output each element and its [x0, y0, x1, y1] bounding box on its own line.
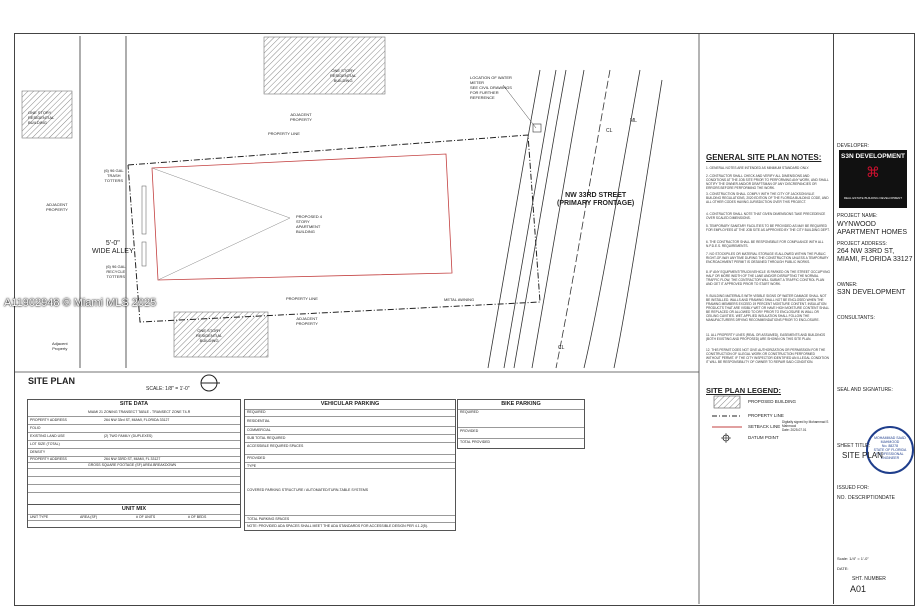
issued-col-description: DESCRIPTION [848, 495, 883, 501]
table-cell: REQUIRED [460, 410, 479, 414]
note-item: 2. CONTRACTOR SHALL CHECK AND VERIFY ALL DIMENSIONS AND CONDITIONS AT THE JOB SITE PRIOR TO PERFORMING ANY WORK, AND SHALL NOTIFY THE OWNER AND/OR DRAFTSMAN OF ANY DISCREPANCIES OR ERRORS BEFORE PERFORMING THE WORK. [706, 174, 829, 190]
seal-label: SEAL AND SIGNATURE: [837, 387, 893, 393]
label-proposed-building: PROPOSED 4 STORY APARTMENT BUILDING [296, 214, 323, 234]
logo-subtitle: REAL ESTATE BUILDING DEVELOPMENT [843, 196, 903, 200]
bike-parking-title: BIKE PARKING [501, 401, 541, 407]
note-item: 4. CONTRACTOR SHALL NOTE THAT GIVEN DIMENSIONS TAKE PRECEDENCE OVER SCALED DIMENSIONS. [706, 212, 826, 220]
table-cell: RESIDENTIAL [247, 419, 270, 423]
legend-datum-point: DATUM POINT [748, 435, 779, 440]
table-cell: PROPERTY ADDRESS [30, 418, 67, 422]
site-data-title: SITE DATA [119, 401, 149, 407]
label-cl-top: CL [606, 128, 613, 134]
note-item: 1. GENERAL NOTES ARE INTENDED AS MINIMUM STANDARD ONLY. [706, 166, 810, 170]
neighbor-building-top [264, 37, 385, 94]
label-adjacent-bottom: ADJACENT PROPERTY [296, 316, 318, 326]
logo-title: S3N DEVELOPMENT [841, 153, 905, 160]
date-label: DATE: [837, 566, 849, 571]
label-ml-top: ML [630, 118, 637, 124]
table-cell: FOLIO [30, 426, 41, 430]
table-cell: SUB TOTAL REQUIRED [247, 436, 286, 440]
label-street: NW 33RD STREET (PRIMARY FRONTAGE) [557, 192, 635, 207]
sht-number-label: SHT. NUMBER [852, 576, 886, 582]
note-item: 9. BUILDING MATERIALS WITH VISIBLE SIGNS OF WATER DAMAGE SHALL NOT BE INSTALLED. WALLS AND FRAMING SHALL NOT BE ENCLOSED WHEN THE FRAMING MEMBERS EXCEED 19 PERCENT MOISTURE CONTENT. INSULATION PRODUCTS THAT ARE VISIBLY WET OR HAVE HIGH MOISTURE CONTENT SHALL BE REPLACED OR ALLOWED TO DRY PRIOR TO ENCLOSURE IN WALL OR CEILING CAVITIES. WET-APPLIED INSULATION SHALL FOLLOW THE MANUFACTURERS DRYING RECOMMENDATIONS PRIOR TO ENCLOSURE. [706, 294, 830, 322]
table-cell: PROPERTY ADDRESS [30, 457, 67, 461]
table-header: # OF UNITS [136, 515, 156, 519]
label-metal-awning: METAL AWNING [444, 297, 475, 302]
bike-parking-table [457, 399, 585, 449]
project-name-label: PROJECT NAME: [837, 213, 878, 219]
note-item: 12. THIS PERMIT DOES NOT GIVE AUTHORIZATION OR PERMISSION FOR THE CONSTRUCTION OF ILLEGAL WORK OR CONSTRUCTION PERFORMED WITHOUT PERMIT. IF THE CITY INSPECTOR IDENTIFIED AN ILLEGAL CONDITION IT WILL BE RESPONSIBILITY OF OWNER TO REPAIR SAID CONDITION. [706, 348, 829, 364]
note-item: 3. CONSTRUCTION SHALL COMPLY WITH THE CITY OF JACKSONVILLE BUILDING REGULATIONS, 2020 EDITION OF THE FLORIDA BUILDING CODE, AND ALL OTHER CODES HAVING JURISDICTION OVER THIS PROJECT. [706, 192, 829, 204]
label-trash-totters: (6) 96 GAL TRASH TOTTERS [104, 168, 124, 183]
issued-for-label: ISSUED FOR: [837, 485, 869, 491]
engineer-seal [866, 426, 914, 474]
digital-signature-text: Digitally signed by Mohammad S Mahmood Date: 2025.07.01 [782, 420, 829, 432]
issued-col-date: DATE [882, 495, 895, 501]
label-one-story-left: ONE STORY RESIDENTIAL BUILDING [28, 110, 55, 125]
legend-title: SITE PLAN LEGEND: [706, 386, 782, 395]
vehicular-parking-table [244, 399, 456, 531]
table-cell: COMMERCIAL [247, 428, 271, 432]
table-header: UNIT TYPE [30, 515, 49, 519]
sheet-title: SITE PLAN [842, 451, 883, 460]
mls-watermark: A11902948 © Miami MLS 2025 [4, 297, 157, 309]
site-plan-scale: SCALE: 1/8" = 1'-0" [146, 386, 190, 392]
label-wide-alley: 5'-0" WIDE ALLEY [92, 240, 134, 255]
sht-number: A01 [850, 584, 867, 594]
table-cell: ACCESSIBLE REQUIRED SPACES [247, 444, 304, 448]
table-cell: PROVIDED [247, 456, 266, 460]
label-adjacent-left: ADJACENT PROPERTY [46, 202, 68, 212]
seal-text: MOHAMMAD SAAD MAHMOOD No. 88278 STATE OF FLORIDA PROFESSIONAL ENGINEER [873, 436, 907, 460]
note-item: 5. TEMPORARY SANITARY FACILITIES TO BE PROVIDED AS MAY BE REQUIRED FOR EMPLOYEES AT THE JOB SITE AS APPROVED BY THE CITY BUILDING DEPT. [706, 224, 830, 232]
site-plan-title: SITE PLAN [28, 376, 76, 386]
table-header: # OF BEDS [188, 515, 207, 519]
table-cell: EXISTING LAND USE [30, 434, 65, 438]
issued-col-no: NO. [837, 495, 846, 501]
table-cell: DENSITY [30, 450, 46, 454]
table-header: AREA (SF) [80, 515, 98, 519]
table-note: NOTE: PROVIDED ADA SPACES SHALL MEET THE ADA STANDARDS FOR ACCESSIBLE DESIGN PER 4.1.2(5). [247, 524, 428, 528]
table-cell: TYPE [247, 464, 257, 468]
property-line [128, 135, 540, 322]
label-adjacent-bottom-left: Adjacent Property [52, 341, 68, 351]
site-data-subtitle: MIAMI 21 ZONING TRANSECT TABLE - TRANSECT ZONE T4-R [88, 410, 191, 414]
table-cell: TOTAL PARKING SPACES [247, 517, 290, 521]
vehicular-parking-title: VEHICULAR PARKING [320, 401, 380, 407]
sheet-title-label: SHEET TITLE: [837, 443, 870, 449]
table-cell: 264 NW 33rd ST, MIAMI, FLORIDA 33127 [104, 418, 170, 422]
title-block [833, 33, 914, 604]
project-name: WYNWOOD APARTMENT HOMES [837, 221, 908, 236]
label-property-line-top: PROPERTY LINE [268, 131, 300, 136]
label-one-story-bottom: ONE STORY RESIDENTIAL BUILDING [196, 328, 223, 343]
table-cell: PROVIDED [460, 429, 479, 433]
project-address: 264 NW 33RD ST, MIAMI, FLORIDA 33127 [837, 248, 913, 263]
table-cell: LOT SIZE (TOTAL) [30, 442, 60, 446]
legend-proposed-building-symbol [714, 396, 740, 408]
table-cell: GROSS SQUARE FOOTAGE (SF) AREA BREAKDOWN [88, 463, 177, 467]
unit-mix-title: UNIT MIX [121, 506, 147, 512]
logo-mark-icon: ⌘ [866, 165, 880, 181]
owner-name: S3N DEVELOPMENT [837, 289, 906, 296]
project-address-label: PROJECT ADDRESS: [837, 241, 887, 247]
legend-property-line: PROPERTY LINE [748, 413, 784, 418]
label-property-line-bottom: PROPERTY LINE [286, 296, 318, 301]
legend-proposed-building: PROPOSED BUILDING [748, 399, 797, 404]
table-cell: COVERED PARKING STRUCTURE / AUTOMATED/TURN-TABLE SYSTEMS [247, 488, 369, 492]
table-cell: REQUIRED [247, 410, 266, 414]
note-item: 11. ALL PROPERTY LINES (REAL OR ASSUMED), EASEMENTS AND BUILDINGS (BOTH EXISTING AND PROPOSED) ARE SHOWN ON THIS SITE PLAN. [706, 333, 826, 341]
label-adjacent-top: ADJACENT PROPERTY [290, 112, 312, 122]
developer-label: DEVELOPER: [837, 143, 869, 149]
label-one-story-top: ONE STORY RESIDENTIAL BUILDING [330, 68, 357, 83]
table-cell: 264 NW 33RD ST, MIAMI, FL 33127 [104, 457, 161, 461]
note-item: 8. IF ANY EQUIPMENT/TRUCK/VEHICLE IS PARKED ON THE STREET OCCUPYING HALF OR MORE WIDTH OF THE LANE AND/OR DISRUPTING THE NORMAL TRAFFIC FLOW, THE CONTRACTOR WILL SUBMIT A TRAFFIC CONTROL PLAN AND GET IT APPROVED PRIOR TO START WORK. [706, 270, 830, 286]
label-cl-bottom: CL [558, 345, 565, 351]
unit-mix-table [27, 504, 241, 528]
consultants-label: CONSULTANTS: [837, 315, 875, 321]
note-item: 6. THE CONTRACTOR SHALL BE RESPONSIBLE FOR COMPLIANCE WITH ALL N.P.D.E.S. REQUIREMENTS. [706, 240, 824, 248]
general-notes-title: GENERAL SITE PLAN NOTES: [706, 153, 822, 162]
site-data-table [27, 399, 241, 505]
label-recycle-totters: (6) 96 GAL RECYCLE TOTTERS [106, 264, 126, 279]
developer-logo [839, 150, 907, 208]
owner-label: OWNER: [837, 282, 858, 288]
table-cell: TOTAL PROVIDED [460, 440, 491, 444]
note-item: 7. NO STOCKPILES OR MATERIAL STORAGE IS ALLOWED WITHIN THE PUBLIC RIGHT-OF-WAY ANYTIME DURING THE CONSTRUCTION UNLESS A TEMPORARY ENCROACHMENT PERMIT IS OBTAINED THROUGH PUBLIC WORKS. [706, 252, 829, 264]
label-water-meter: LOCATION OF WATER METER SEE CIVIL DRAWINGS FOR FURTHER REFERENCE [470, 75, 512, 100]
sheet-scale: Scale: 1/4" = 1'-0" [837, 556, 869, 561]
legend-setback-line: SETBACK LINE [748, 424, 781, 429]
table-cell: (2) TWO FAMILY (DUPLEXES) [104, 434, 153, 438]
